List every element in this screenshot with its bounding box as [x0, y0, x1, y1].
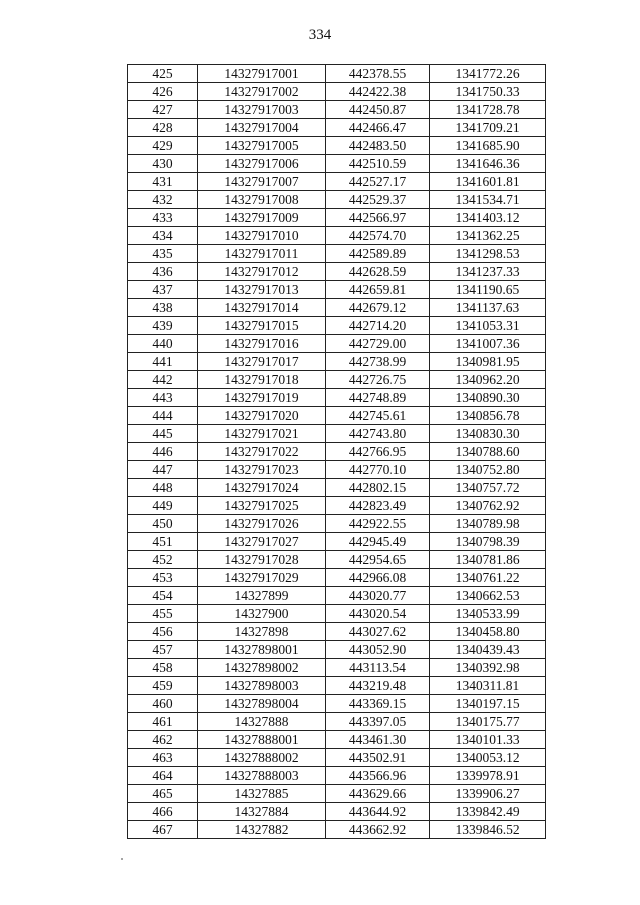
point-number-cell: 437 — [128, 281, 198, 299]
table-row — [128, 335, 546, 353]
point-id-cell: 14327917009 — [198, 209, 326, 227]
x-coordinate-cell: 442770.10 — [326, 461, 430, 479]
x-coordinate-cell: 443662.92 — [326, 821, 430, 839]
y-coordinate-cell: 1340798.39 — [430, 533, 546, 551]
x-coordinate-cell: 443020.77 — [326, 587, 430, 605]
point-id-cell: 14327898 — [198, 623, 326, 641]
x-coordinate-cell: 443629.66 — [326, 785, 430, 803]
x-coordinate-cell: 442922.55 — [326, 515, 430, 533]
point-id-cell: 14327917020 — [198, 407, 326, 425]
table-row — [128, 605, 546, 623]
table-row — [128, 173, 546, 191]
point-id-cell: 14327917018 — [198, 371, 326, 389]
x-coordinate-cell: 442466.47 — [326, 119, 430, 137]
y-coordinate-cell: 1341728.78 — [430, 101, 546, 119]
x-coordinate-cell: 443052.90 — [326, 641, 430, 659]
x-coordinate-cell: 442729.00 — [326, 335, 430, 353]
table-row — [128, 353, 546, 371]
y-coordinate-cell: 1340752.80 — [430, 461, 546, 479]
point-number-cell: 428 — [128, 119, 198, 137]
point-id-cell: 14327898003 — [198, 677, 326, 695]
x-coordinate-cell: 442574.70 — [326, 227, 430, 245]
table-row — [128, 65, 546, 83]
point-id-cell: 14327917004 — [198, 119, 326, 137]
table-row — [128, 785, 546, 803]
page-number: 334 — [308, 27, 332, 43]
y-coordinate-cell: 1341772.26 — [430, 65, 546, 83]
point-id-cell: 14327900 — [198, 605, 326, 623]
point-id-cell: 14327898004 — [198, 695, 326, 713]
x-coordinate-cell: 442738.99 — [326, 353, 430, 371]
y-coordinate-cell: 1340762.92 — [430, 497, 546, 515]
y-coordinate-cell: 1340856.78 — [430, 407, 546, 425]
x-coordinate-cell: 442679.12 — [326, 299, 430, 317]
point-id-cell: 14327917021 — [198, 425, 326, 443]
x-coordinate-cell: 442802.15 — [326, 479, 430, 497]
y-coordinate-cell: 1341685.90 — [430, 137, 546, 155]
point-number-cell: 461 — [128, 713, 198, 731]
table-row — [128, 443, 546, 461]
y-coordinate-cell: 1340662.53 — [430, 587, 546, 605]
y-coordinate-cell: 1341601.81 — [430, 173, 546, 191]
x-coordinate-cell: 442450.87 — [326, 101, 430, 119]
point-id-cell: 14327917005 — [198, 137, 326, 155]
table-row — [128, 677, 546, 695]
x-coordinate-cell: 442529.37 — [326, 191, 430, 209]
point-number-cell: 427 — [128, 101, 198, 119]
x-coordinate-cell: 442966.08 — [326, 569, 430, 587]
x-coordinate-cell: 442422.38 — [326, 83, 430, 101]
point-number-cell: 465 — [128, 785, 198, 803]
point-id-cell: 14327917017 — [198, 353, 326, 371]
point-id-cell: 14327888003 — [198, 767, 326, 785]
y-coordinate-cell: 1340175.77 — [430, 713, 546, 731]
table-row — [128, 407, 546, 425]
point-number-cell: 440 — [128, 335, 198, 353]
table-row — [128, 425, 546, 443]
y-coordinate-cell: 1340392.98 — [430, 659, 546, 677]
y-coordinate-cell: 1341709.21 — [430, 119, 546, 137]
table-row — [128, 659, 546, 677]
point-id-cell: 14327917015 — [198, 317, 326, 335]
x-coordinate-cell: 442743.80 — [326, 425, 430, 443]
x-coordinate-cell: 442748.89 — [326, 389, 430, 407]
y-coordinate-cell: 1340757.72 — [430, 479, 546, 497]
point-number-cell: 466 — [128, 803, 198, 821]
y-coordinate-cell: 1339846.52 — [430, 821, 546, 839]
table-row — [128, 821, 546, 839]
point-id-cell: 14327917003 — [198, 101, 326, 119]
point-id-cell: 14327917026 — [198, 515, 326, 533]
point-number-cell: 445 — [128, 425, 198, 443]
point-id-cell: 14327898002 — [198, 659, 326, 677]
y-coordinate-cell: 1340053.12 — [430, 749, 546, 767]
y-coordinate-cell: 1340789.98 — [430, 515, 546, 533]
point-number-cell: 431 — [128, 173, 198, 191]
point-id-cell: 14327917025 — [198, 497, 326, 515]
y-coordinate-cell: 1340533.99 — [430, 605, 546, 623]
point-number-cell: 464 — [128, 767, 198, 785]
point-number-cell: 448 — [128, 479, 198, 497]
point-number-cell: 444 — [128, 407, 198, 425]
point-number-cell: 426 — [128, 83, 198, 101]
point-id-cell: 14327917007 — [198, 173, 326, 191]
y-coordinate-cell: 1341137.63 — [430, 299, 546, 317]
x-coordinate-cell: 442726.75 — [326, 371, 430, 389]
point-id-cell: 14327898001 — [198, 641, 326, 659]
point-number-cell: 450 — [128, 515, 198, 533]
y-coordinate-cell: 1341534.71 — [430, 191, 546, 209]
y-coordinate-cell: 1341007.36 — [430, 335, 546, 353]
x-coordinate-cell: 443566.96 — [326, 767, 430, 785]
point-id-cell: 14327917002 — [198, 83, 326, 101]
y-coordinate-cell: 1340439.43 — [430, 641, 546, 659]
point-number-cell: 430 — [128, 155, 198, 173]
x-coordinate-cell: 442659.81 — [326, 281, 430, 299]
point-number-cell: 455 — [128, 605, 198, 623]
point-number-cell: 443 — [128, 389, 198, 407]
point-id-cell: 14327917027 — [198, 533, 326, 551]
table-row — [128, 389, 546, 407]
coordinates-table-body — [128, 65, 546, 839]
table-row — [128, 371, 546, 389]
table-row — [128, 317, 546, 335]
point-number-cell: 453 — [128, 569, 198, 587]
y-coordinate-cell: 1341190.65 — [430, 281, 546, 299]
point-number-cell: 438 — [128, 299, 198, 317]
table-row — [128, 281, 546, 299]
table-row — [128, 119, 546, 137]
point-id-cell: 14327888002 — [198, 749, 326, 767]
point-number-cell: 449 — [128, 497, 198, 515]
table-row — [128, 803, 546, 821]
point-number-cell: 425 — [128, 65, 198, 83]
table-row — [128, 641, 546, 659]
x-coordinate-cell: 443461.30 — [326, 731, 430, 749]
point-number-cell: 429 — [128, 137, 198, 155]
point-id-cell: 14327917008 — [198, 191, 326, 209]
y-coordinate-cell: 1340981.95 — [430, 353, 546, 371]
point-number-cell: 460 — [128, 695, 198, 713]
x-coordinate-cell: 442823.49 — [326, 497, 430, 515]
table-row — [128, 263, 546, 281]
point-id-cell: 14327899 — [198, 587, 326, 605]
point-id-cell: 14327917029 — [198, 569, 326, 587]
table-row — [128, 569, 546, 587]
y-coordinate-cell: 1340458.80 — [430, 623, 546, 641]
table-row — [128, 767, 546, 785]
table-row — [128, 731, 546, 749]
y-coordinate-cell: 1340788.60 — [430, 443, 546, 461]
y-coordinate-cell: 1340311.81 — [430, 677, 546, 695]
point-number-cell: 441 — [128, 353, 198, 371]
y-coordinate-cell: 1340781.86 — [430, 551, 546, 569]
point-id-cell: 14327882 — [198, 821, 326, 839]
x-coordinate-cell: 442714.20 — [326, 317, 430, 335]
y-coordinate-cell: 1340761.22 — [430, 569, 546, 587]
x-coordinate-cell: 442945.49 — [326, 533, 430, 551]
point-number-cell: 446 — [128, 443, 198, 461]
y-coordinate-cell: 1341750.33 — [430, 83, 546, 101]
y-coordinate-cell: 1340962.20 — [430, 371, 546, 389]
table-row — [128, 155, 546, 173]
point-number-cell: 439 — [128, 317, 198, 335]
table-row — [128, 515, 546, 533]
table-row — [128, 245, 546, 263]
y-coordinate-cell: 1341403.12 — [430, 209, 546, 227]
y-coordinate-cell: 1341646.36 — [430, 155, 546, 173]
point-id-cell: 14327917028 — [198, 551, 326, 569]
table-row — [128, 713, 546, 731]
y-coordinate-cell: 1340197.15 — [430, 695, 546, 713]
y-coordinate-cell: 1339906.27 — [430, 785, 546, 803]
table-row — [128, 461, 546, 479]
x-coordinate-cell: 443219.48 — [326, 677, 430, 695]
point-id-cell: 14327917023 — [198, 461, 326, 479]
point-id-cell: 14327888001 — [198, 731, 326, 749]
point-number-cell: 467 — [128, 821, 198, 839]
point-number-cell: 435 — [128, 245, 198, 263]
table-row — [128, 83, 546, 101]
point-id-cell: 14327917013 — [198, 281, 326, 299]
y-coordinate-cell: 1341298.53 — [430, 245, 546, 263]
x-coordinate-cell: 442527.17 — [326, 173, 430, 191]
point-id-cell: 14327917024 — [198, 479, 326, 497]
x-coordinate-cell: 443397.05 — [326, 713, 430, 731]
y-coordinate-cell: 1341053.31 — [430, 317, 546, 335]
point-number-cell: 459 — [128, 677, 198, 695]
table-row — [128, 191, 546, 209]
x-coordinate-cell: 443020.54 — [326, 605, 430, 623]
point-id-cell: 14327917019 — [198, 389, 326, 407]
x-coordinate-cell: 442378.55 — [326, 65, 430, 83]
point-id-cell: 14327885 — [198, 785, 326, 803]
x-coordinate-cell: 442745.61 — [326, 407, 430, 425]
x-coordinate-cell: 443502.91 — [326, 749, 430, 767]
x-coordinate-cell: 443027.62 — [326, 623, 430, 641]
point-id-cell: 14327917014 — [198, 299, 326, 317]
point-id-cell: 14327917016 — [198, 335, 326, 353]
table-row — [128, 479, 546, 497]
point-number-cell: 452 — [128, 551, 198, 569]
x-coordinate-cell: 442766.95 — [326, 443, 430, 461]
point-number-cell: 436 — [128, 263, 198, 281]
x-coordinate-cell: 443369.15 — [326, 695, 430, 713]
table-row — [128, 623, 546, 641]
point-number-cell: 454 — [128, 587, 198, 605]
point-number-cell: 463 — [128, 749, 198, 767]
scan-speck — [121, 858, 123, 860]
table-row — [128, 749, 546, 767]
table-row — [128, 587, 546, 605]
x-coordinate-cell: 443113.54 — [326, 659, 430, 677]
x-coordinate-cell: 442589.89 — [326, 245, 430, 263]
point-number-cell: 442 — [128, 371, 198, 389]
x-coordinate-cell: 442954.65 — [326, 551, 430, 569]
y-coordinate-cell: 1341237.33 — [430, 263, 546, 281]
y-coordinate-cell: 1339842.49 — [430, 803, 546, 821]
table-row — [128, 533, 546, 551]
table-row — [128, 695, 546, 713]
table-row — [128, 551, 546, 569]
point-id-cell: 14327917011 — [198, 245, 326, 263]
point-id-cell: 14327917006 — [198, 155, 326, 173]
point-number-cell: 457 — [128, 641, 198, 659]
table-row — [128, 101, 546, 119]
table-row — [128, 209, 546, 227]
table-row — [128, 227, 546, 245]
y-coordinate-cell: 1340830.30 — [430, 425, 546, 443]
table-row — [128, 299, 546, 317]
point-number-cell: 456 — [128, 623, 198, 641]
point-id-cell: 14327917012 — [198, 263, 326, 281]
point-number-cell: 447 — [128, 461, 198, 479]
point-id-cell: 14327917001 — [198, 65, 326, 83]
x-coordinate-cell: 442510.59 — [326, 155, 430, 173]
point-id-cell: 14327917010 — [198, 227, 326, 245]
x-coordinate-cell: 442483.50 — [326, 137, 430, 155]
point-number-cell: 432 — [128, 191, 198, 209]
point-id-cell: 14327884 — [198, 803, 326, 821]
point-id-cell: 14327888 — [198, 713, 326, 731]
point-number-cell: 458 — [128, 659, 198, 677]
table-row — [128, 497, 546, 515]
y-coordinate-cell: 1340101.33 — [430, 731, 546, 749]
x-coordinate-cell: 443644.92 — [326, 803, 430, 821]
x-coordinate-cell: 442628.59 — [326, 263, 430, 281]
y-coordinate-cell: 1341362.25 — [430, 227, 546, 245]
point-number-cell: 462 — [128, 731, 198, 749]
point-number-cell: 434 — [128, 227, 198, 245]
y-coordinate-cell: 1340890.30 — [430, 389, 546, 407]
table-row — [128, 137, 546, 155]
point-number-cell: 451 — [128, 533, 198, 551]
point-number-cell: 433 — [128, 209, 198, 227]
y-coordinate-cell: 1339978.91 — [430, 767, 546, 785]
x-coordinate-cell: 442566.97 — [326, 209, 430, 227]
point-id-cell: 14327917022 — [198, 443, 326, 461]
coordinates-table — [127, 64, 546, 839]
